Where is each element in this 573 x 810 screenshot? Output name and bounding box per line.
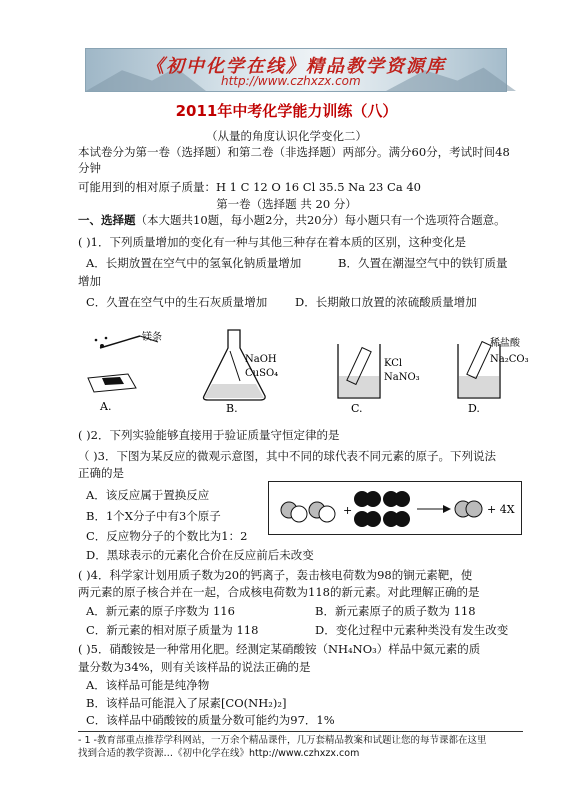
header-banner bbox=[85, 48, 507, 92]
svg-text:D.: D. bbox=[468, 402, 480, 415]
question-1-option-b-cont: 增加 bbox=[78, 274, 101, 288]
question-4-option-d: D．变化过程中元素种类没有发生改变 bbox=[315, 623, 509, 637]
banner-url[interactable]: http://www.czhxzx.com bbox=[221, 74, 361, 88]
intro-line: 可能用到的相对原子质量：H 1 C 12 O 16 Cl 35.5 Na 23 Ca 40 bbox=[78, 180, 421, 194]
page-title: 2011年中考化学能力训练（八） bbox=[175, 102, 398, 120]
question-4-option-c: C．新元素的相对原子质量为 118 bbox=[86, 623, 259, 637]
footer-line: - 1 -教育部重点推荐学科网站，一万余个精品课件，几万套精品教案和试题让您的每节课都在这里 bbox=[78, 735, 487, 746]
question-1-option-b: B．久置在潮湿空气中的铁钉质量 bbox=[338, 256, 508, 270]
question-4-stem: ( )4．科学家计划用质子数为20的钙离子，轰击核电荷数为98的锎元素靶，使 bbox=[78, 568, 473, 582]
question-4-stem-cont: 两元素的原子核合并在一起，合成核电荷数为118的新元素。对此理解正确的是 bbox=[78, 585, 480, 599]
banner-title: 《初中化学在线》精品教学资源库 bbox=[146, 56, 446, 77]
footer-divider bbox=[78, 731, 523, 732]
question-5-stem-cont: 量分数为34%，则有关该样品的说法正确的是 bbox=[78, 660, 311, 674]
page-subtitle: （从量的角度认识化学变化二） bbox=[206, 129, 367, 143]
question-1-option-c: C．久置在空气中的生石灰质量增加 bbox=[86, 295, 268, 309]
svg-text:稀盐酸: 稀盐酸 bbox=[490, 338, 520, 349]
svg-text:B.: B. bbox=[226, 402, 238, 415]
svg-text:镁条: 镁条 bbox=[142, 332, 162, 343]
svg-text:NaOH: NaOH bbox=[245, 354, 277, 365]
question-1-option-d: D．长期敞口放置的浓硫酸质量增加 bbox=[295, 295, 477, 309]
question-3-option-a: A．该反应属于置换反应 bbox=[86, 488, 210, 502]
svg-text:+ 4X: + 4X bbox=[487, 503, 515, 516]
svg-text:KCl: KCl bbox=[384, 358, 403, 369]
intro-line: 分钟 bbox=[78, 161, 101, 175]
svg-text:C.: C. bbox=[351, 402, 363, 415]
part-heading-text: （本大题共10题，每小题2分，共20分）每小题只有一个选项符合题意。 bbox=[135, 213, 506, 227]
figure-a-magnesium bbox=[88, 330, 162, 413]
page-footer bbox=[78, 734, 518, 760]
question-5-option-a: A．该样品可能是纯净物 bbox=[86, 678, 210, 692]
question-3-stem: （ )3．下图为某反应的微观示意图，其中不同的球代表不同元素的原子。下列说法 bbox=[78, 449, 496, 463]
svg-text:A.: A. bbox=[100, 400, 112, 413]
question-3-stem-cont: 正确的是 bbox=[78, 466, 124, 480]
question-1-option-a: A．长期放置在空气中的氢氧化钠质量增加 bbox=[86, 256, 302, 270]
question-5-stem: ( )5．硝酸铵是一种常用化肥。经测定某硝酸铵（NH₄NO₃）样品中氮元素的质 bbox=[78, 642, 481, 656]
reaction-diagram bbox=[268, 481, 522, 535]
question-5-option-b: B．该样品可能混入了尿素[CO(NH₂)₂] bbox=[86, 696, 287, 710]
question-3-option-c: C．反应物分子的个数比为1：2 bbox=[86, 529, 248, 543]
part-heading bbox=[78, 213, 506, 228]
figure-b-flask bbox=[204, 330, 279, 415]
question-3-option-d: D．黑球表示的元素化合价在反应前后未改变 bbox=[86, 548, 314, 562]
question-3-option-b: B．1个X分子中有3个原子 bbox=[86, 509, 221, 523]
svg-text:CuSO₄: CuSO₄ bbox=[245, 368, 279, 379]
footer-line[interactable]: 找到合适的教学资源…《初中化学在线》http://www.czhxzx.com bbox=[78, 748, 360, 759]
intro-line: 本试卷分为第一卷（选择题）和第二卷（非选择题）两部分。满分60分，考试时间48 bbox=[78, 145, 510, 159]
svg-text:+: + bbox=[343, 504, 353, 517]
figure-c-beaker bbox=[338, 344, 420, 415]
section-heading: 第一卷（选择题 共 20 分） bbox=[216, 197, 357, 211]
figure-d-beaker bbox=[458, 336, 529, 415]
experiment-figure bbox=[80, 326, 529, 416]
svg-text:Na₂CO₃: Na₂CO₃ bbox=[490, 354, 529, 365]
question-4-option-b: B．新元素原子的质子数为 118 bbox=[315, 604, 476, 618]
part-heading-label: 一、选择题 bbox=[78, 213, 136, 227]
question-2-stem: ( )2．下列实验能够直接用于验证质量守恒定律的是 bbox=[78, 428, 340, 442]
question-4-option-a: A．新元素的原子序数为 116 bbox=[86, 604, 235, 618]
question-1-stem: ( )1．下列质量增加的变化有一种与其他三种存在着本质的区别，这种变化是 bbox=[78, 235, 466, 249]
question-5-option-c: C．该样品中硝酸铵的质量分数可能约为97．1% bbox=[86, 713, 335, 727]
svg-text:NaNO₃: NaNO₃ bbox=[384, 372, 420, 383]
